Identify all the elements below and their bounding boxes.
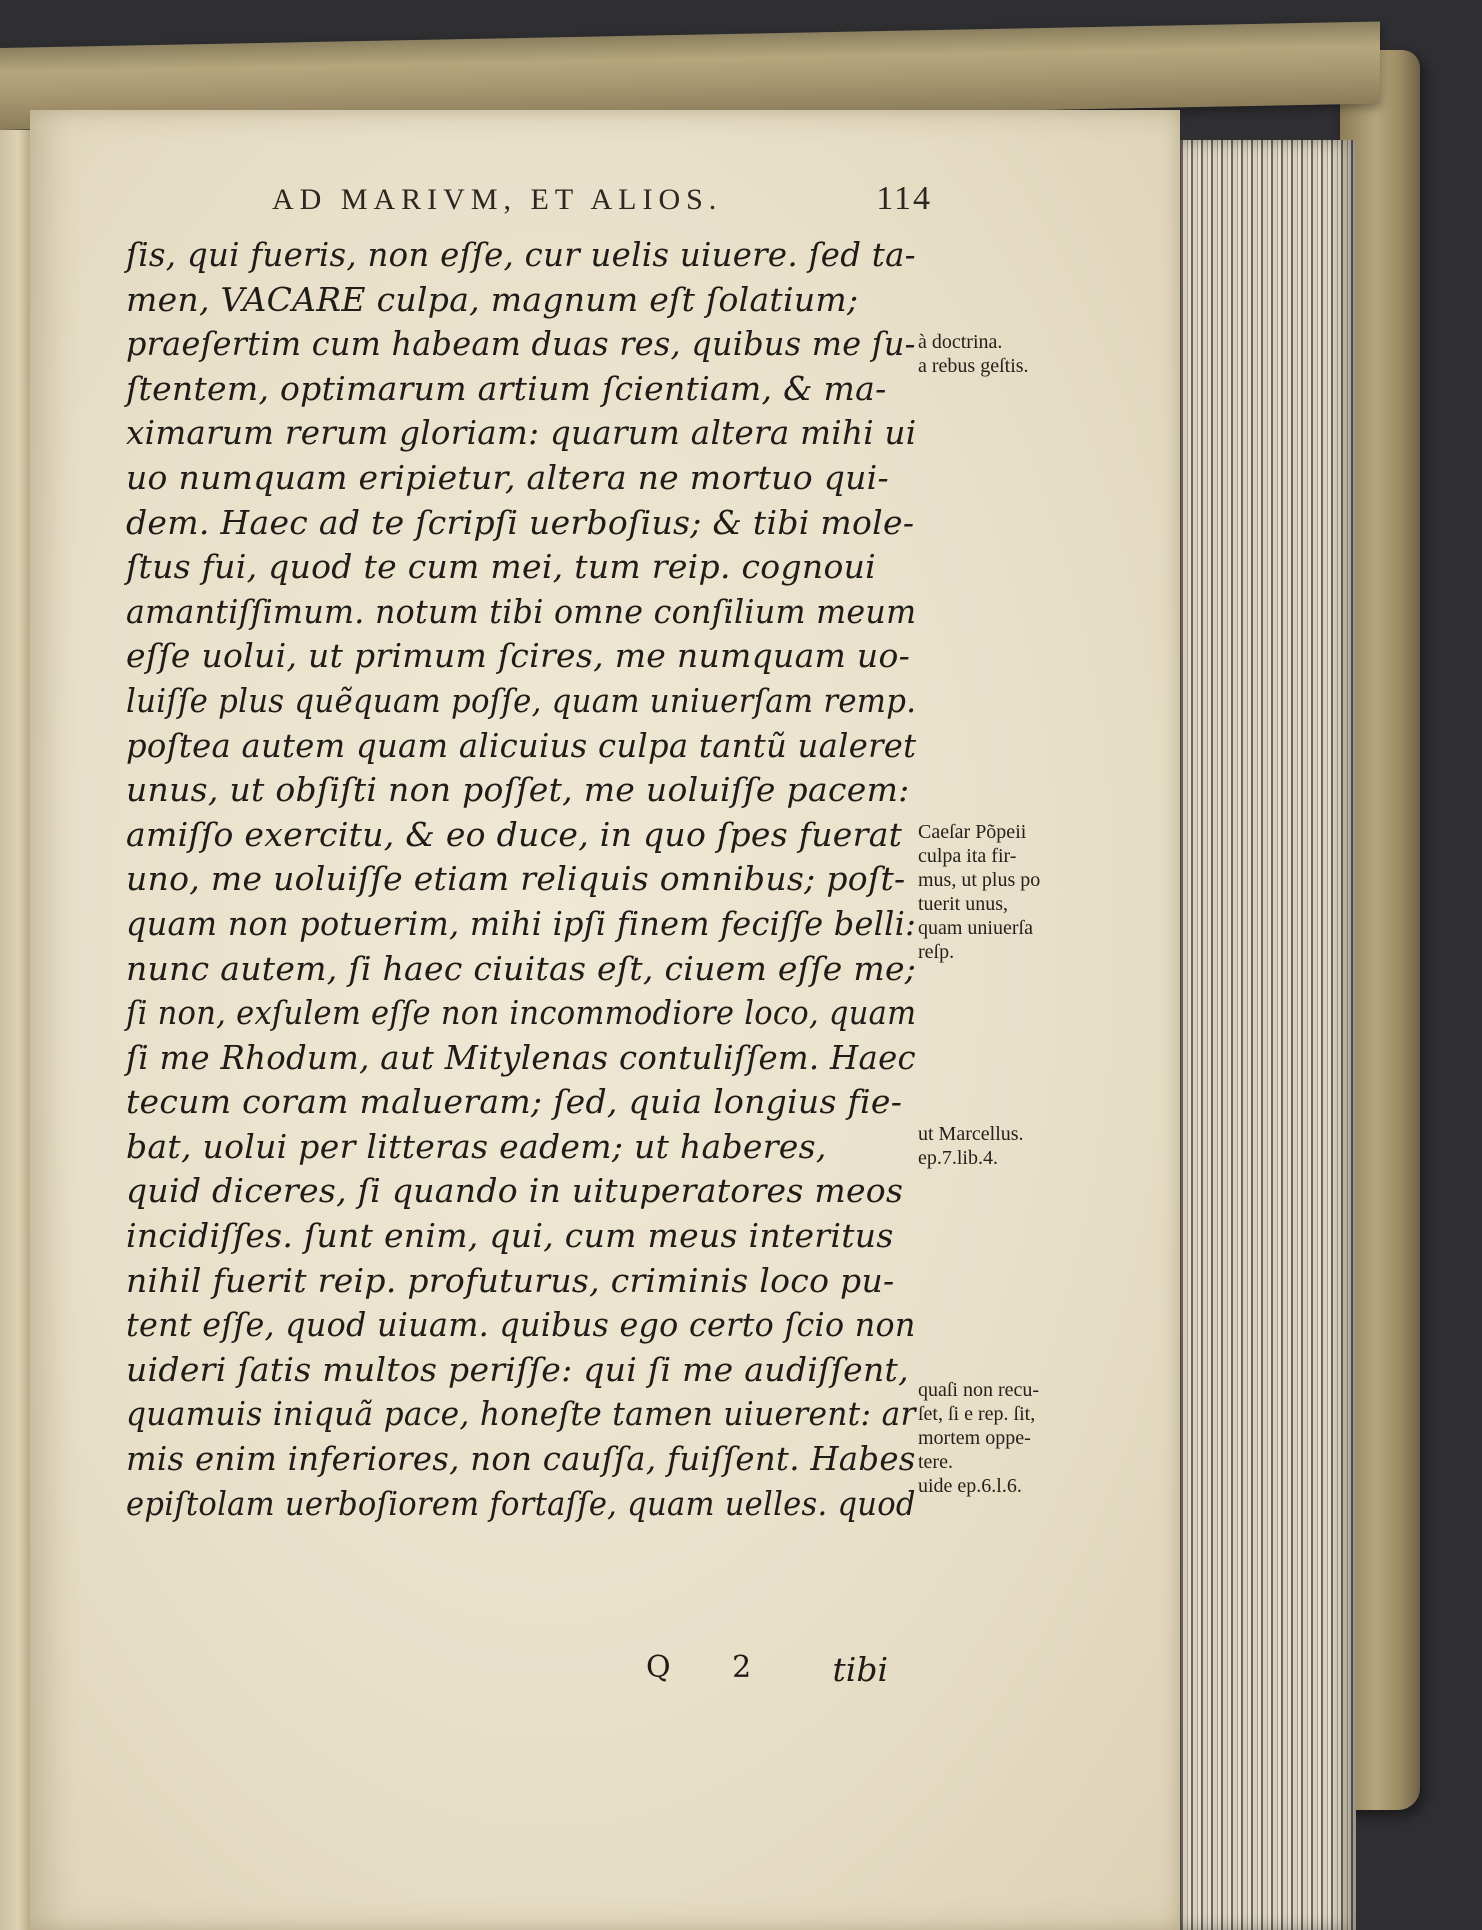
- text-line: eſſe uolui, ut primum ſcires, me numquam uo-: [126, 636, 911, 676]
- text-line: amiſſo exercitu, & eo duce, in quo ſpes fuerat: [126, 814, 903, 854]
- margin-note-line: ut Marcellus.: [918, 1123, 1024, 1145]
- text-line: quid diceres, ſi quando in uituperatores meos: [126, 1171, 904, 1211]
- text-line: bat, uolui per litteras eadem; ut haberes,: [126, 1126, 827, 1166]
- text-line: epiſtolam uerboſiorem fortaſſe, quam uelles. quod: [126, 1483, 916, 1523]
- margin-note-line: tuerit unus,: [918, 893, 1008, 915]
- page-number: 114: [876, 180, 932, 217]
- margin-note-line: tere.: [918, 1451, 953, 1473]
- text-line: uo numquam eripietur, altera ne mortuo qui-: [126, 457, 889, 497]
- margin-note-line: Caeſar Põpeii: [918, 821, 1027, 843]
- text-line: dem. Haec ad te ſcripſi uerboſius; & tibi mole-: [126, 502, 915, 542]
- text-line: incidiſſes. ſunt enim, qui, cum meus interitus: [126, 1216, 894, 1256]
- text-line: ximarum rerum gloriam: quarum altera mihi ui: [126, 413, 917, 453]
- text-line: uideri ſatis multos periſſe: qui ſi me audiſſent,: [126, 1349, 909, 1389]
- text-line: luiſſe plus quẽquam poſſe, quam uniuerſam remp.: [126, 680, 917, 720]
- margin-note-line: mus, ut plus po: [918, 869, 1041, 891]
- text-line: quamuis iniquã pace, honeſte tamen uiuerent: ar: [126, 1394, 916, 1434]
- margin-note: [918, 330, 1158, 378]
- text-line: ſis, qui fueris, non eſſe, cur uelis uiuere. ſed ta-: [126, 235, 916, 274]
- margin-note: [918, 1122, 1158, 1170]
- page-footer: [126, 1650, 916, 1700]
- text-line: poſtea autem quam alicuius culpa tantũ ualeret: [126, 725, 917, 765]
- text-line: quam non potuerim, mihi ipſi finem feciſſe belli:: [126, 903, 917, 943]
- margin-note-line: mortem oppe-: [918, 1427, 1031, 1449]
- margin-note: [918, 1378, 1158, 1498]
- margin-note-line: quam uniuerſa: [918, 917, 1033, 939]
- previous-page-edge: [0, 130, 32, 1930]
- text-line: unus, ut obſiſti non poſſet, me uoluiſſe pacem:: [126, 770, 910, 810]
- margin-note-line: quaſi non recu-: [918, 1379, 1040, 1401]
- margin-note: [918, 820, 1158, 964]
- text-line: nunc autem, ſi haec ciuitas eſt, ciuem eſſe me;: [126, 948, 917, 988]
- text-line: tecum coram malueram; ſed, quia longius fie-: [126, 1082, 903, 1122]
- text-line: men, VACARE culpa, magnum eſt ſolatium;: [126, 279, 859, 319]
- page-stack-fore-edge: [1178, 140, 1356, 1930]
- margin-note-line: uide ep.6.l.6.: [918, 1475, 1022, 1497]
- signature-mark: Q 2: [646, 1650, 778, 1685]
- text-line: nihil fuerit reip. profuturus, criminis loco pu-: [126, 1260, 895, 1300]
- text-line: amantiſſimum. notum tibi omne conſilium meum: [126, 591, 917, 631]
- text-line: mis enim inferiores, non cauſſa, fuiſſent. Habes: [126, 1439, 916, 1479]
- text-line: tent eſſe, quod uiuam. quibus ego certo ſcio non: [126, 1305, 916, 1345]
- text-line: ſtus fui, quod te cum mei, tum reip. cognoui: [126, 547, 877, 587]
- margin-note-line: a rebus geſtis.: [918, 355, 1029, 377]
- running-header-title: AD MARIVM, ET ALIOS.: [272, 183, 723, 216]
- text-line: uno, me uoluiſſe etiam reliquis omnibus; poſt-: [126, 859, 906, 899]
- running-header: [272, 180, 932, 230]
- margin-note-line: reſp.: [918, 941, 955, 963]
- margin-note-line: culpa ita fir-: [918, 845, 1017, 867]
- text-line: ſtentem, optimarum artium ſcientiam, & ma-: [126, 368, 887, 408]
- text-line: ſi me Rhodum, aut Mitylenas contuliſſem. Haec: [126, 1037, 916, 1077]
- body-text: [126, 233, 916, 1673]
- margin-note-line: à doctrina.: [918, 331, 1003, 353]
- catchword: tibi: [832, 1650, 888, 1689]
- margin-note-line: ſet, ſi e rep. ſit,: [918, 1403, 1036, 1425]
- text-line: praeſertim cum habeam duas res, quibus me ſu-: [126, 324, 916, 364]
- margin-note-line: ep.7.lib.4.: [918, 1147, 998, 1169]
- text-line: ſi non, exſulem eſſe non incommodiore loco, quam: [126, 993, 917, 1033]
